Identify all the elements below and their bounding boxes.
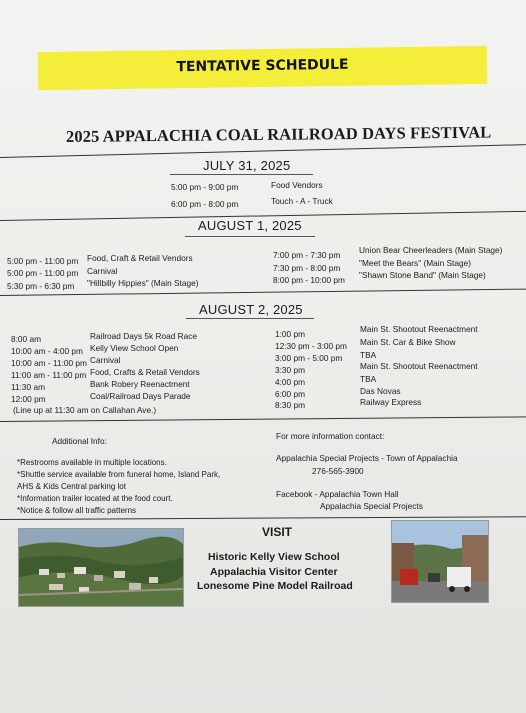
date-heading-aug1: AUGUST 1, 2025 <box>198 218 302 233</box>
event-name: Carnival <box>87 266 118 276</box>
info-line: *Restrooms available in multiple locations. <box>17 458 167 467</box>
event-time: 5:00 pm - 9:00 pm <box>171 182 239 192</box>
event-time: 3:30 pm <box>275 365 305 375</box>
contact-phone: 276-565-3900 <box>312 466 364 476</box>
event-time: 10:00 am - 11:00 pm <box>11 358 87 368</box>
contact-facebook: Facebook - Appalachia Town Hall <box>276 489 399 499</box>
event-time: 8:00 pm - 10:00 pm <box>273 275 345 285</box>
event-name: Touch - A - Truck <box>271 196 333 206</box>
town-aerial-photo <box>18 528 184 607</box>
parade-note: (Line up at 11:30 am on Callahan Ave.) <box>13 405 157 415</box>
visit-item: Historic Kelly View School <box>208 551 340 563</box>
date-underline <box>185 236 315 237</box>
event-time: 5:00 pm - 11:00 pm <box>7 268 79 278</box>
event-time: 8:00 am <box>11 334 41 344</box>
event-name: Main St. Shootout Reenactment <box>360 361 478 371</box>
info-heading: Additional Info: <box>52 436 107 446</box>
event-name: Union Bear Cheerleaders (Main Stage) <box>359 245 503 255</box>
event-name: "Hillbilly Hippies" (Main Stage) <box>87 278 199 288</box>
event-time: 7:30 pm - 8:00 pm <box>273 263 341 273</box>
contact-facebook-2: Appalachia Special Projects <box>320 501 423 511</box>
visit-item: Appalachia Visitor Center <box>210 566 338 578</box>
event-name: Food Vendors <box>271 180 323 190</box>
date-heading-aug2: AUGUST 2, 2025 <box>199 302 303 317</box>
info-line: *Shuttle service available from funeral home, Island Park, <box>17 470 221 479</box>
event-name: Main St. Shootout Reenactment <box>360 324 478 334</box>
visit-item: Lonesome Pine Model Railroad <box>197 580 353 592</box>
event-time: 10:00 am - 4:00 pm <box>11 346 83 356</box>
date-heading-jul31: JULY 31, 2025 <box>203 158 291 173</box>
event-name: TBA <box>360 350 377 360</box>
street-photo <box>391 520 489 603</box>
info-line: *Notice & follow all traffic patterns <box>17 506 137 515</box>
tentative-schedule-banner <box>38 46 487 90</box>
info-line: *Information trailer located at the food court. <box>17 494 173 503</box>
event-name: Main St. Car & Bike Show <box>360 337 456 347</box>
date-underline <box>170 174 313 175</box>
event-time: 5:30 pm - 6:30 pm <box>7 281 75 291</box>
banner-text: TENTATIVE SCHEDULE <box>176 56 349 76</box>
event-name: Food, Crafts & Retail Vendors <box>90 367 200 377</box>
event-time: 4:00 pm <box>275 377 305 387</box>
event-name: Bank Robery Reenactment <box>90 379 190 389</box>
date-underline <box>186 318 314 319</box>
event-name: Das Novas <box>360 386 401 396</box>
event-time: 1:00 pm <box>275 329 305 339</box>
event-time: 11:00 am - 11:00 pm <box>11 370 87 380</box>
event-name: Railway Express <box>360 397 422 407</box>
section-divider <box>0 416 526 422</box>
event-name: "Shawn Stone Band" (Main Stage) <box>359 270 486 280</box>
event-time: 3:00 pm - 5:00 pm <box>275 353 343 363</box>
event-name: Coal/Railroad Days Parade <box>90 391 191 401</box>
event-time: 8:30 pm <box>275 400 305 410</box>
event-name: Food, Craft & Retail Vendors <box>87 253 193 263</box>
festival-title: 2025 APPALACHIA COAL RAILROAD DAYS FESTIVAL <box>65 122 492 146</box>
event-time: 5:00 pm - 11:00 pm <box>7 256 79 266</box>
event-time: 6:00 pm <box>275 389 305 399</box>
event-time: 6:00 pm - 8:00 pm <box>171 199 239 209</box>
event-name: TBA <box>360 374 377 384</box>
event-name: Railroad Days 5k Road Race <box>90 331 197 341</box>
event-time: 12:30 pm - 3:00 pm <box>275 341 347 351</box>
section-divider <box>0 289 526 296</box>
event-time: 7:00 pm - 7:30 pm <box>273 250 341 260</box>
contact-org: Appalachia Special Projects - Town of Appalachia <box>276 453 458 463</box>
event-name: Kelly View School Open <box>90 343 179 353</box>
event-time: 12:00 pm <box>11 394 46 404</box>
event-name: "Meet the Bears" (Main Stage) <box>359 258 471 268</box>
info-line: AHS & Kids Central parking lot <box>17 482 126 491</box>
event-time: 11:30 am <box>11 382 45 392</box>
visit-heading: VISIT <box>262 525 293 539</box>
contact-heading: For more information contact: <box>276 431 385 441</box>
event-name: Carnival <box>90 355 121 365</box>
